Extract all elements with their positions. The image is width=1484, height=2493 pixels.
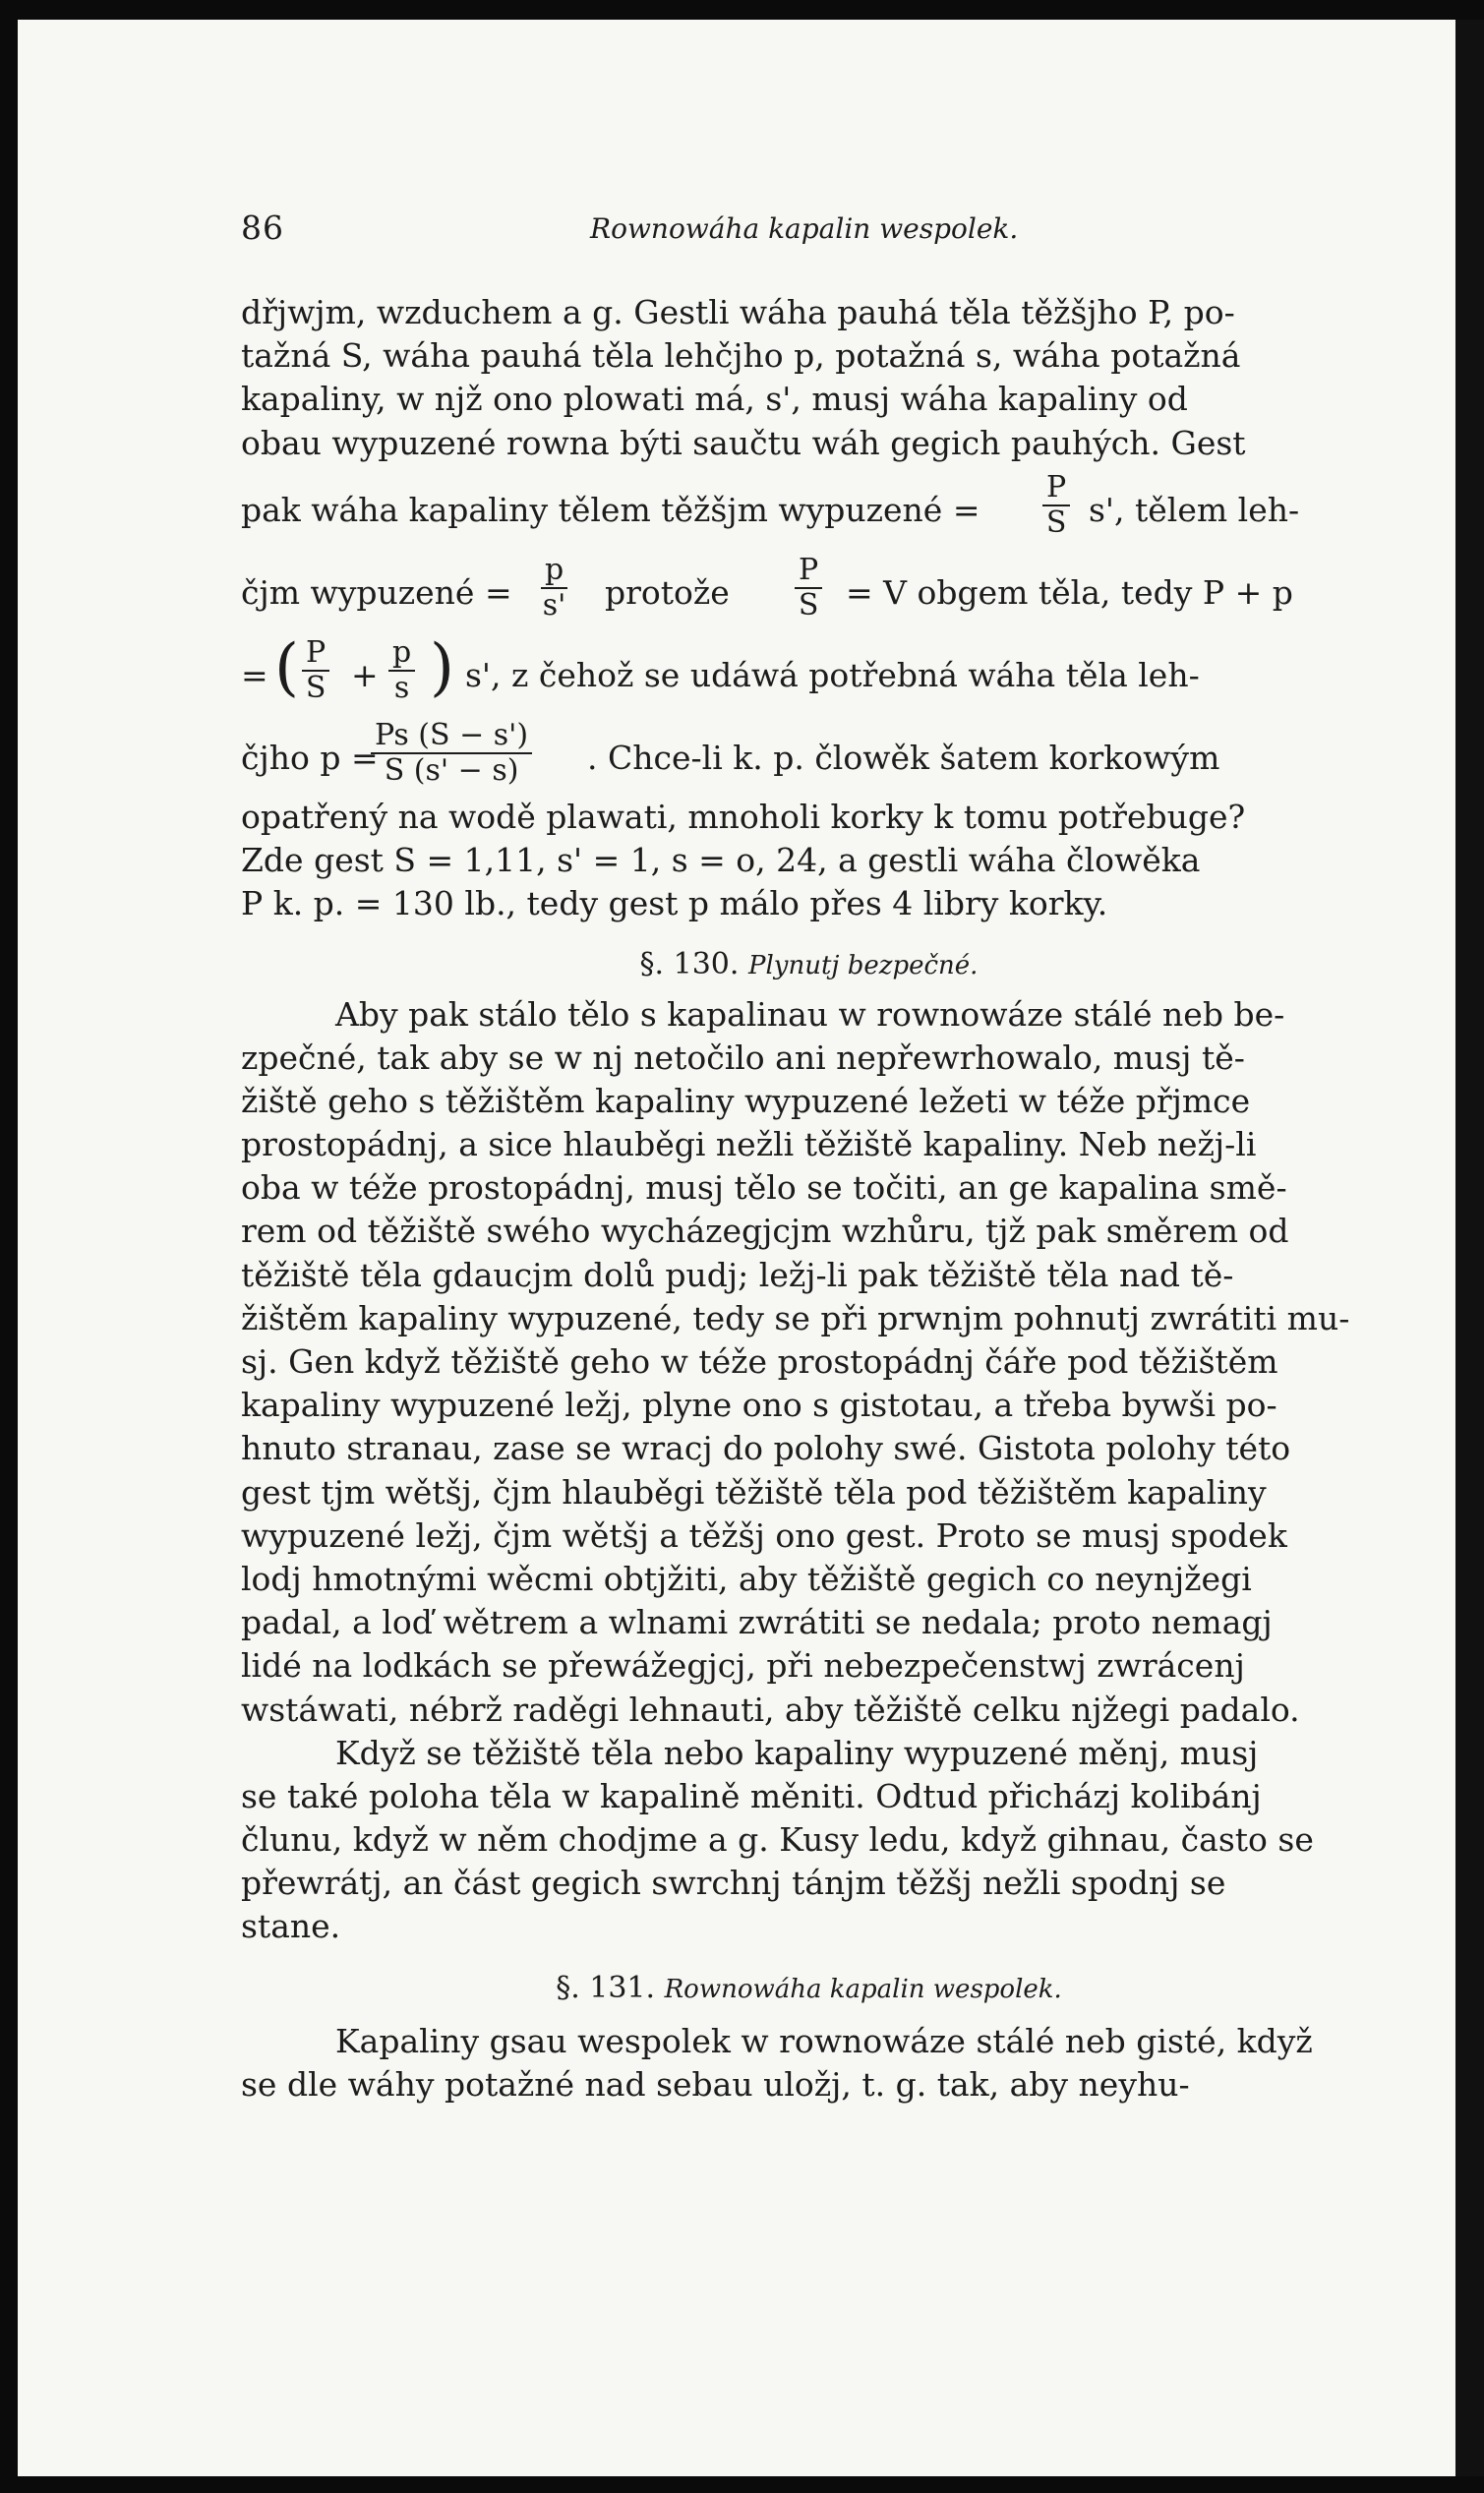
text-line: lidé na lodkách se přewážegjcj, při nebezpečenstwj zwrácenj — [241, 1646, 1245, 1686]
text-line: P k. p. = 130 lb., tedy gest p málo přes 4 libry korky. — [241, 884, 1108, 923]
fraction-denominator: s — [393, 670, 410, 705]
formula-text: = — [241, 655, 268, 694]
formula-line-3 — [241, 630, 1377, 713]
fraction-denominator: S (s' − s) — [384, 752, 519, 788]
text-line: Aby pak stálo tělo s kapalinau w rownowáze stálé neb be- — [335, 994, 1285, 1034]
fraction — [371, 719, 532, 788]
fraction-denominator: s' — [542, 587, 566, 623]
text-line: se dle wáhy potažné nad sebau uložj, t. g. tak, aby neyhu- — [241, 2065, 1190, 2104]
text-line: Kapaliny gsau wespolek w rownowáze stálé neb gisté, když — [335, 2021, 1313, 2060]
page-number: 86 — [241, 208, 284, 247]
text-line: prostopádnj, a sice hlauběgi nežli těžiště kapaliny. Neb nežj-li — [241, 1125, 1257, 1164]
text-line: žiště geho s těžištěm kapaliny wypuzené ležeti w téže přjmce — [241, 1081, 1251, 1120]
text-line: oba w téže prostopádnj, musj tělo se točiti, an ge kapalina smě- — [241, 1168, 1287, 1208]
text-line: přewrátj, an část gegich swrchnj tánjm těžšj nežli spodnj se — [241, 1864, 1226, 1903]
formula-text: s', tělem leh- — [1089, 490, 1300, 529]
fraction-denominator: S — [305, 670, 326, 705]
text-line: Když se těžiště těla nebo kapaliny wypuzené měnj, musj — [335, 1733, 1259, 1772]
fraction-numerator: p — [541, 554, 567, 589]
text-line: wstáwati, nébrž raděgi lehnauti, aby těžiště celku njžegi padalo. — [241, 1690, 1300, 1729]
formula-text: . Chce-li k. p. člowěk šatem korkowým — [587, 738, 1220, 777]
formula-line-4 — [241, 713, 1377, 796]
text-line: stane. — [241, 1907, 341, 1946]
body-text — [241, 291, 1377, 2107]
text-line: zpečné, tak aby se w nj netočilo ani nepřewrhowalo, musj tě- — [241, 1038, 1245, 1077]
text-line: padal, a loď wětrem a wlnami zwrátiti se nedala; proto nemagj — [241, 1603, 1273, 1642]
text-line: gest tjm wětšj, čjm hlauběgi těžiště těla pod těžištěm kapaliny — [241, 1472, 1267, 1512]
text-line: těžiště těla gdaucjm dolů pudj; ležj-li pak těžiště těla nad tě- — [241, 1255, 1234, 1294]
fraction-numerator: P — [302, 636, 329, 672]
section-title: Plynutj bezpečné. — [747, 951, 979, 981]
text-line: se také poloha těla w kapalině měniti. Odtud přicházj kolibánj — [241, 1776, 1262, 1815]
text-line: kapaliny, w njž ono plowati má, s', musj wáha kapaliny od — [241, 380, 1188, 419]
text-line: tažná S, wáha pauhá těla lehčjho p, potažná s, wáha potažná — [241, 336, 1241, 376]
page-edge — [1455, 20, 1484, 2476]
formula-text: čjm wypuzené = — [241, 572, 512, 612]
formula-text: čjho p = — [241, 738, 379, 777]
open-paren: ( — [274, 630, 299, 704]
text-line: lodj hmotnými wěcmi obtjžiti, aby těžiště gegich co neynjžegi — [241, 1559, 1252, 1598]
formula-line-2 — [241, 548, 1377, 630]
fraction-denominator: S — [798, 587, 819, 623]
section-heading-130 — [241, 943, 1377, 986]
text-line: kapaliny wypuzené ležj, plyne ono s gistotau, a třeba bywši po- — [241, 1386, 1277, 1425]
fraction-denominator: S — [1045, 505, 1067, 540]
running-head: Rownowáha kapalin wespolek. — [590, 212, 1019, 245]
text-line: hnuto stranau, zase se wracj do polohy swé. Gistota polohy této — [241, 1429, 1291, 1468]
close-paren: ) — [430, 630, 454, 704]
fraction — [1042, 471, 1070, 540]
fraction — [795, 554, 822, 623]
section-heading-131 — [241, 1967, 1377, 2010]
section-number: §. 130. — [639, 947, 740, 982]
text-line: opatřený na wodě plawati, mnoholi korky k tomu potřebuge? — [241, 797, 1246, 836]
formula-text: pak wáha kapaliny tělem těžšjm wypuzené = — [241, 490, 980, 529]
text-line: rem od těžiště swého wycházegjcjm wzhůru, tjž pak směrem od — [241, 1212, 1289, 1251]
fraction — [541, 554, 567, 623]
text-line: sj. Gen když těžiště geho w téže prostopádnj čáře pod těžištěm — [241, 1342, 1278, 1381]
fraction-numerator: P — [1042, 471, 1070, 506]
section-number: §. 131. — [556, 1970, 656, 2005]
formula-line-1 — [241, 465, 1377, 548]
section-title: Rownowáha kapalin wespolek. — [664, 1974, 1062, 2004]
formula-text: s', z čehož se udáwá potřebná wáha těla leh- — [465, 655, 1200, 694]
text-line: Zde gest S = 1,11, s' = 1, s = o, 24, a gestli wáha člowěka — [241, 840, 1201, 879]
fraction-numerator: p — [388, 636, 415, 672]
page-header — [241, 208, 1045, 248]
text-line: žištěm kapaliny wypuzené, tedy se při prwnjm pohnutj zwrátiti mu- — [241, 1298, 1350, 1337]
fraction-numerator: Ps (S − s') — [371, 719, 532, 754]
text-line: obau wypuzené rowna býti saučtu wáh gegich pauhých. Gest — [241, 423, 1246, 462]
formula-text: protože — [605, 572, 730, 612]
fraction — [302, 636, 329, 705]
text-line: wypuzené ležj, čjm wětšj a těžšj ono gest. Proto se musj spodek — [241, 1515, 1287, 1555]
formula-text: = V obgem těla, tedy P + p — [846, 572, 1293, 612]
text-line: dřjwjm, wzduchem a g. Gestli wáha pauhá těla těžšjho P, po- — [241, 293, 1235, 331]
fraction-numerator: P — [795, 554, 822, 589]
fraction — [388, 636, 415, 705]
text-line: člunu, když w něm chodjme a g. Kusy ledu, když gihnau, často se — [241, 1820, 1314, 1860]
formula-text: + — [351, 655, 379, 694]
